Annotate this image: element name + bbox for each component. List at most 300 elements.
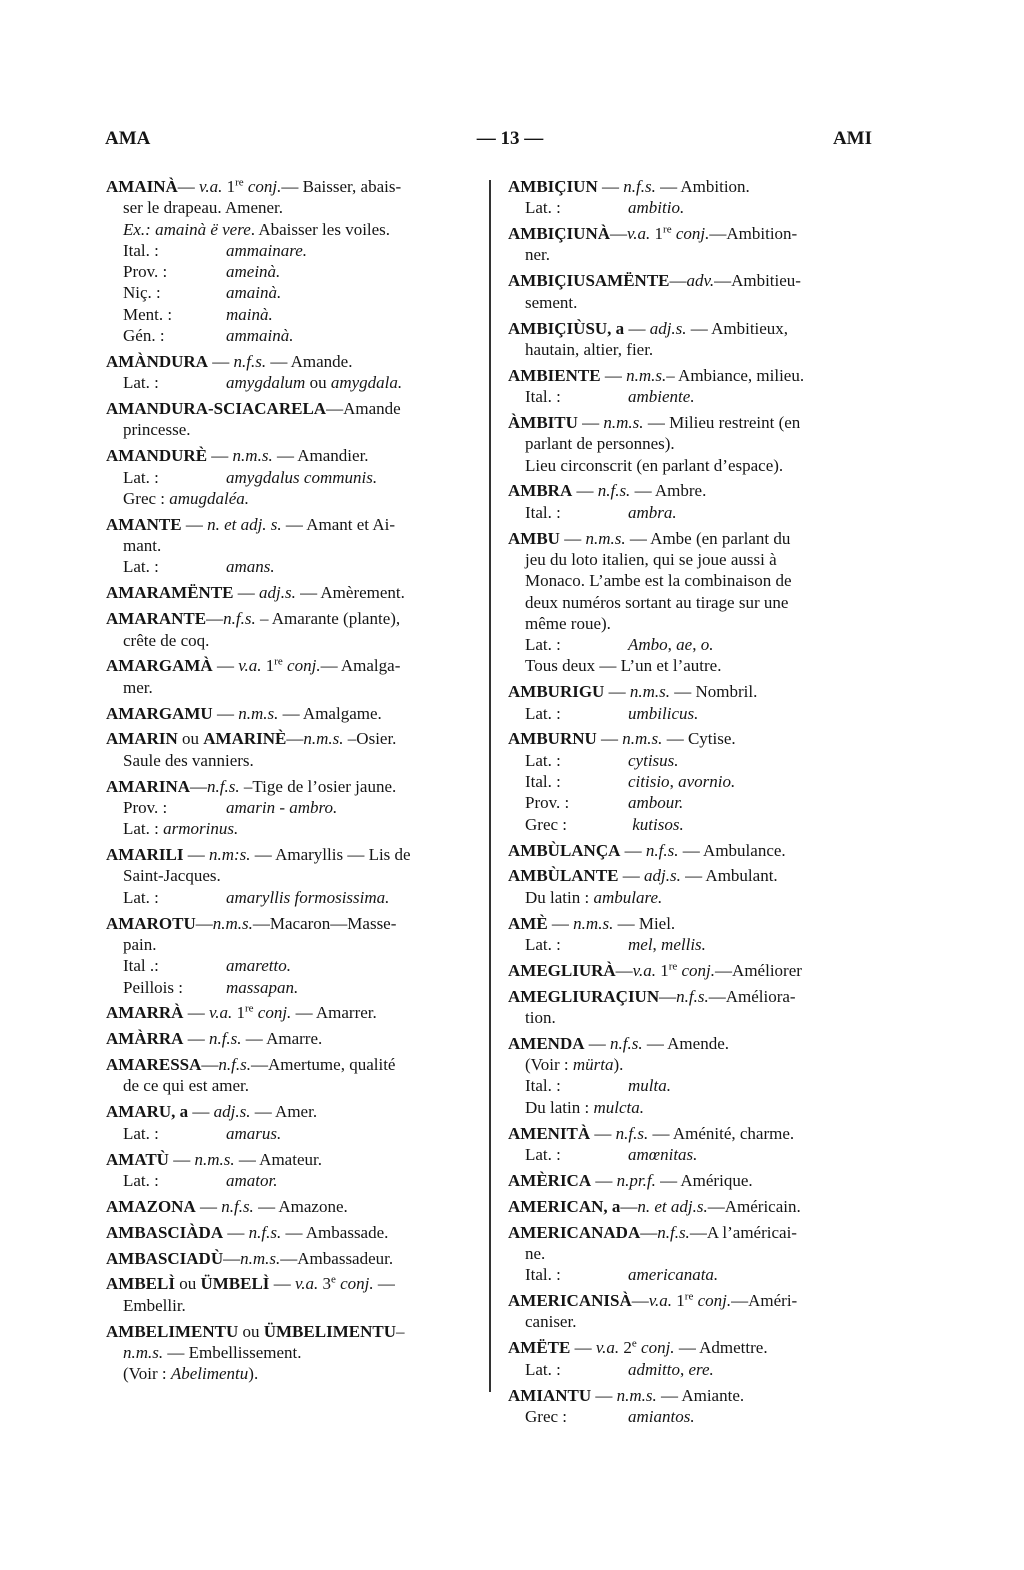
language-label: Lat. :: [525, 1144, 561, 1164]
italic-text: mellis.: [661, 934, 706, 954]
headword: AMBIÇIÙSU, a: [508, 318, 625, 338]
text: —: [590, 1123, 616, 1143]
entry-line: [106, 556, 481, 577]
text: — Amarre.: [241, 1029, 323, 1049]
entry-line: [508, 1075, 886, 1096]
headword: AMANDURÈ: [106, 446, 208, 466]
text: —: [615, 960, 633, 980]
italic-text: v.a.: [294, 1274, 319, 1294]
dictionary-entry: [508, 1196, 886, 1217]
text: — Admettre.: [674, 1338, 768, 1358]
text: – Ambiance, milieu.: [666, 365, 805, 385]
language-label: Lat. :: [525, 934, 561, 954]
text: — Ambassade.: [281, 1222, 389, 1242]
entry-headline: [508, 1170, 886, 1191]
headword: AMARINÈ: [203, 729, 287, 749]
italic-text: n.m.s.: [303, 729, 344, 749]
text: — Amer.: [250, 1102, 318, 1122]
dictionary-entry: [106, 398, 481, 441]
text: ,: [692, 635, 701, 655]
italic-text: n.f.s.: [657, 1222, 690, 1242]
text: —Améliora-: [708, 986, 796, 1006]
entry-line: [508, 1097, 886, 1118]
entry-headline: [508, 728, 886, 749]
text: —: [659, 986, 677, 1006]
entry-headline: [106, 776, 481, 797]
text: jeu du loto italien, qui se joue aussi à: [525, 549, 777, 569]
entry-line: [106, 419, 481, 440]
dictionary-entry: [508, 1170, 886, 1191]
entry-headline: [106, 1321, 481, 1342]
text: tion.: [525, 1008, 556, 1027]
italic-text: adj.s.: [644, 866, 681, 886]
headword: AMARRÀ: [106, 1003, 184, 1023]
italic-text: n.f.s.: [623, 177, 656, 196]
text: ,: [669, 772, 679, 792]
dictionary-entry: [106, 351, 481, 394]
entry-line: [106, 677, 481, 698]
text: hautain, altier, fier.: [525, 339, 654, 359]
dictionary-entry: [508, 365, 886, 408]
entry-headline: [106, 1101, 481, 1122]
text: —: [188, 1102, 214, 1122]
headword: AMBIÇIUN: [508, 177, 598, 196]
entry-headline: [508, 1222, 886, 1243]
italic-text: armorinus.: [163, 819, 239, 839]
text: — Ambulance.: [678, 840, 786, 860]
italic-text: americanata.: [628, 1265, 719, 1285]
entry-headline: [508, 681, 886, 702]
entry-line: [106, 818, 481, 839]
entry-line: [508, 750, 886, 771]
text: — Nombril.: [670, 682, 758, 702]
entry-headline: [106, 608, 481, 629]
entry-headline: [508, 1196, 886, 1217]
text: ou: [305, 373, 331, 393]
text: —: [183, 1029, 209, 1049]
entry-line: [106, 865, 481, 886]
text: 1: [650, 224, 664, 244]
text: —: [570, 1338, 596, 1358]
entry-headline: [508, 840, 886, 861]
entry-line: [508, 1264, 886, 1285]
entry-line: [106, 750, 481, 771]
text: —: [631, 1291, 649, 1311]
headword: AMANTE: [106, 514, 182, 534]
text: —Ambition-: [709, 224, 798, 244]
italic-text: amiantos.: [628, 1406, 695, 1426]
superscript: e: [330, 1273, 336, 1286]
headword: ÀMBITU: [508, 412, 578, 432]
language-label: Gén. :: [123, 326, 165, 346]
text: —: [177, 177, 200, 196]
text: —: [212, 703, 239, 723]
entry-headline: [508, 1385, 886, 1406]
text: —: [207, 351, 234, 371]
text: Lieu circonscrit (en parlant d’espace).: [525, 455, 784, 475]
italic-text: n.f.s.: [207, 776, 240, 796]
text: 1: [672, 1291, 685, 1311]
dictionary-entry: [106, 582, 481, 603]
entry-headline: [106, 1028, 481, 1049]
entry-headline: [508, 1290, 886, 1311]
text: — Ambitieux,: [686, 318, 789, 338]
text: mer.: [123, 677, 153, 697]
dictionary-entry: [106, 1321, 481, 1385]
entry-headline: [508, 480, 886, 501]
dictionary-entry: [508, 960, 886, 981]
italic-text: amœnitas.: [628, 1144, 698, 1164]
headword: AMENDA: [508, 1033, 585, 1053]
text: — Amérique.: [655, 1170, 753, 1190]
superscript: re: [274, 655, 283, 668]
dictionary-entry: [508, 270, 886, 313]
dictionary-entry: [508, 728, 886, 834]
text: Du latin :: [525, 1097, 594, 1117]
text: —: [624, 318, 650, 338]
headword: AMBELÌ: [106, 1274, 175, 1294]
text: –Tige de l’osier jaune.: [239, 776, 397, 796]
italic-text: amans.: [226, 557, 275, 577]
text: ,: [652, 934, 662, 954]
italic-text: mürta: [572, 1055, 614, 1075]
headword: AMBURIGU: [508, 682, 605, 702]
headword: AMBELIMENTU: [106, 1321, 239, 1341]
headword: AMBU: [508, 528, 560, 548]
text: –: [395, 1321, 405, 1341]
entry-headline: [106, 703, 481, 724]
entry-line: [106, 535, 481, 556]
italic-text: n.f.s.: [223, 609, 256, 629]
language-label: Prov. :: [123, 262, 168, 282]
text: — Miel.: [613, 913, 676, 933]
text: — Ambe (en parlant du: [625, 528, 791, 548]
headword: AMAINÀ: [106, 177, 178, 196]
text: — Amèrement.: [295, 583, 405, 603]
italic-text: adv.: [686, 271, 715, 291]
text: ).: [248, 1364, 259, 1384]
entry-line: [508, 1243, 886, 1264]
language-label: Grec :: [525, 1406, 568, 1426]
entry-line: [106, 887, 481, 908]
entry-line: [508, 1311, 886, 1332]
italic-text: mel: [628, 934, 653, 954]
language-label: Lat. :: [525, 750, 561, 770]
text: —: [547, 913, 574, 933]
language-label: Ital. :: [525, 387, 561, 407]
text: 1: [655, 960, 669, 980]
text: —: [206, 609, 224, 629]
text: —: [620, 1196, 638, 1216]
entry-line: [106, 1295, 481, 1316]
text: —: [269, 1274, 295, 1294]
dictionary-entry: [106, 1028, 481, 1049]
dictionary-entry: [106, 1149, 481, 1192]
entry-line: [106, 325, 481, 346]
entry-headline: [508, 318, 886, 339]
headword: AMANDURA-SCIACARELA: [106, 399, 327, 419]
italic-text: amygdalus communis.: [226, 467, 378, 487]
language-label: Ment. :: [123, 304, 173, 324]
dictionary-entry: [508, 865, 886, 908]
text: Monaco. L’ambe est la combinaison de: [525, 571, 792, 591]
dictionary-entry: [106, 1273, 481, 1316]
italic-text: v.a.: [595, 1338, 620, 1358]
headword: AMBURNU: [508, 729, 597, 749]
text: —Ambassadeur.: [280, 1248, 394, 1268]
entry-line: [106, 240, 481, 261]
italic-text: ambour.: [628, 793, 684, 813]
entry-line: [106, 934, 481, 955]
italic-text: conj.: [693, 1291, 732, 1311]
dictionary-entry: [508, 412, 886, 476]
italic-text: citisio: [628, 772, 670, 792]
text: —A l’américai-: [689, 1222, 797, 1242]
italic-text: amarus.: [226, 1123, 282, 1143]
italic-text: adj.s.: [259, 583, 296, 603]
dictionary-entry: [106, 776, 481, 840]
text: (Voir :: [525, 1055, 573, 1075]
italic-text: n.m.s.: [616, 1385, 657, 1405]
dictionary-entry: [508, 223, 886, 266]
italic-text: adj.s.: [649, 318, 687, 338]
entry-headline: [106, 655, 481, 676]
entry-headline: [508, 865, 886, 886]
language-label: Niç. :: [123, 283, 161, 303]
text: —: [584, 1033, 610, 1053]
headword: AMATÙ: [106, 1149, 169, 1169]
text: — Amazone.: [253, 1196, 348, 1216]
page-number: — 13 —: [476, 128, 544, 149]
text: — Ambition.: [655, 177, 750, 196]
language-label: Prov. :: [525, 793, 570, 813]
headword: AMARU, a: [106, 1102, 189, 1122]
dictionary-entry: [508, 176, 886, 219]
entry-line: [106, 1363, 481, 1384]
text: –Osier.: [343, 729, 397, 749]
language-label: Grec :: [525, 814, 568, 834]
language-label: Lat. :: [525, 635, 561, 655]
language-label: Lat. :: [123, 373, 159, 393]
language-label: Lat. :: [525, 1359, 561, 1379]
entry-headline: [106, 844, 481, 865]
italic-text: mainà.: [226, 304, 273, 324]
entry-line: [106, 219, 481, 240]
text: — Aménité, charme.: [648, 1123, 795, 1143]
entry-line: [508, 613, 886, 634]
entry-line: [508, 934, 886, 955]
text: ne.: [525, 1243, 546, 1263]
entry-line: [508, 292, 886, 313]
italic-text: amaretto.: [226, 956, 292, 976]
language-label: Lat. :: [123, 467, 159, 487]
italic-text: amygdala.: [330, 373, 403, 393]
entry-headline: [508, 270, 886, 291]
entry-headline: [106, 398, 481, 419]
text: — Amende.: [642, 1033, 729, 1053]
text: crête de coq.: [123, 630, 210, 650]
dictionary-entry: [508, 913, 886, 956]
text: parlant de personnes).: [525, 434, 675, 454]
text: —: [201, 1055, 219, 1075]
headword: AMÈRICA: [508, 1170, 592, 1190]
italic-text: n.m.s.: [212, 913, 253, 933]
language-label: Ital .:: [123, 956, 159, 976]
text: — Ambre.: [630, 481, 707, 501]
entry-line: [508, 502, 886, 523]
text: —: [373, 1274, 395, 1294]
dictionary-entry: [508, 1222, 886, 1286]
dictionary-entry: [508, 986, 886, 1029]
italic-text: n.m.s.: [123, 1342, 164, 1362]
text: ou: [174, 1274, 201, 1294]
dictionary-entry: [106, 608, 481, 651]
dictionary-entry: [106, 728, 481, 771]
entry-line: [508, 814, 886, 835]
text: — Amande.: [266, 351, 353, 371]
running-header-left: AMA: [105, 128, 151, 149]
headword: AMENITÀ: [508, 1123, 591, 1143]
headword: AMAROTU: [106, 913, 196, 933]
italic-text: n. et adj.s.: [637, 1196, 708, 1216]
text: — Amalgame.: [278, 703, 382, 723]
superscript: re: [668, 960, 678, 973]
text: —: [597, 177, 624, 196]
italic-text: massapan.: [226, 977, 299, 997]
entry-headline: [106, 1149, 481, 1170]
text: ser le drapeau. Amener.: [123, 198, 284, 218]
entry-line: [106, 955, 481, 976]
italic-text: kutisos.: [628, 814, 684, 834]
entry-headline: [106, 1196, 481, 1217]
text: Du latin :: [525, 887, 594, 907]
language-label: Prov. :: [123, 797, 168, 817]
language-label: Lat. :: [123, 557, 159, 577]
italic-text: Abelimentu: [170, 1364, 249, 1384]
entry-line: [508, 634, 886, 655]
text: (Voir :: [123, 1364, 171, 1384]
text: 2: [619, 1338, 632, 1358]
italic-text: n.f.s.: [248, 1222, 282, 1242]
text: —Macaron—Masse-: [252, 913, 397, 933]
text: —: [183, 1003, 209, 1023]
italic-text: conj.: [282, 656, 321, 676]
entry-headline: [508, 412, 886, 433]
italic-text: v.a.: [199, 177, 223, 196]
headword: ÜMBELÌ: [200, 1274, 270, 1294]
italic-text: conj.: [636, 1338, 675, 1358]
headword: AMBÙLANTE: [508, 866, 619, 886]
dictionary-entry: [106, 844, 481, 908]
headword: AMERICANISÀ: [508, 1291, 632, 1311]
dictionary-entry: [106, 703, 481, 724]
text: ou: [238, 1321, 264, 1341]
headword: AMAZONA: [106, 1196, 196, 1216]
text: —: [620, 840, 646, 860]
text: —: [207, 446, 233, 466]
italic-text: n.m.s.: [629, 682, 670, 702]
text: 3: [318, 1274, 331, 1294]
language-label: Ital. :: [525, 1265, 561, 1285]
italic-text: ammainare.: [226, 240, 308, 260]
text: — Amiante.: [656, 1385, 745, 1405]
text: sement.: [525, 292, 578, 312]
text: —: [223, 1222, 249, 1242]
dictionary-entry: [508, 1337, 886, 1380]
headword: AMÀRRA: [106, 1029, 184, 1049]
dictionary-entry: [106, 1222, 481, 1243]
italic-text: n.pr.f.: [616, 1170, 656, 1190]
italic-text: adj.s.: [213, 1102, 251, 1122]
text: 1: [232, 1003, 245, 1023]
entry-line: [106, 304, 481, 325]
dictionary-entry: [106, 913, 481, 998]
text: —Améri-: [731, 1291, 798, 1311]
text: —: [183, 845, 209, 865]
italic-text: admitto: [628, 1359, 680, 1379]
right-column: [508, 176, 886, 1432]
italic-text: v.a.: [627, 224, 651, 244]
entry-headline: [508, 1123, 886, 1144]
entry-line: [106, 467, 481, 488]
entry-headline: [106, 1222, 481, 1243]
language-label: Lat. :: [525, 703, 561, 723]
dictionary-entry: [508, 1290, 886, 1333]
italic-text: v.a.: [238, 656, 262, 676]
entry-headline: [106, 351, 481, 372]
italic-text: n.f.s.: [221, 1196, 254, 1216]
language-label: Ital. :: [123, 240, 159, 260]
headword: AMERICANADA: [508, 1222, 641, 1242]
entry-line: [508, 887, 886, 908]
italic-text: n.f.s.: [610, 1033, 643, 1053]
entry-line: [106, 372, 481, 393]
headword: AMARAMËNTE: [106, 583, 234, 603]
entry-headline: [106, 176, 481, 197]
text: — Ambulant.: [680, 866, 778, 886]
entry-headline: [106, 445, 481, 466]
italic-text: ammainà.: [226, 326, 294, 346]
headword: AMARGAMU: [106, 703, 213, 723]
text: ,: [679, 1359, 689, 1379]
text: deux numéros sortant au tirage sur une: [525, 592, 789, 612]
italic-text: n.m.s.: [573, 913, 614, 933]
entry-headline: [106, 514, 481, 535]
headword: AMARANTE: [106, 609, 207, 629]
entry-line: [106, 261, 481, 282]
italic-text: ambulare.: [593, 887, 663, 907]
italic-text: o.: [700, 635, 714, 655]
entry-line: [106, 1170, 481, 1191]
text: Saule des vanniers.: [123, 750, 254, 770]
italic-text: n.m.s.: [585, 528, 626, 548]
entry-line: [106, 630, 481, 651]
dictionary-entry: [106, 1002, 481, 1023]
dictionary-entry: [106, 514, 481, 578]
text: —Ambitieu-: [714, 271, 801, 291]
entry-line: [508, 1007, 886, 1028]
superscript: re: [684, 1290, 694, 1303]
headword: AMBRA: [508, 481, 573, 501]
italic-text: conj.: [335, 1274, 374, 1294]
text: princesse.: [123, 420, 191, 440]
italic-text: amarin - ambro.: [226, 797, 338, 817]
entry-line: [508, 386, 886, 407]
text: ou: [177, 729, 204, 749]
italic-text: v.a.: [648, 1291, 673, 1311]
entry-line: [106, 1342, 481, 1363]
italic-text: n.f.s.: [208, 1029, 242, 1049]
